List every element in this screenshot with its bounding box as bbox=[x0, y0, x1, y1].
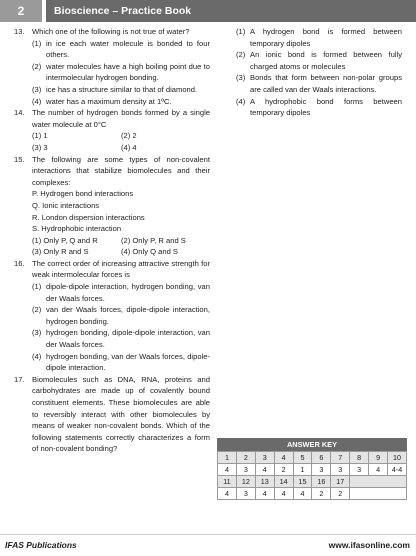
answer-key-title: ANSWER KEY bbox=[217, 438, 407, 451]
publisher-name: IFAS Publications bbox=[5, 540, 77, 550]
q16-option-3: (3) hydrogen bonding, dipole-dipole interaction, van der Waals forces. bbox=[32, 328, 210, 350]
q15-item-q: Q. Ionic interactions bbox=[32, 200, 100, 210]
page-header bbox=[0, 0, 416, 24]
empty-cell bbox=[350, 488, 407, 500]
answer-cell: 2 bbox=[274, 464, 293, 476]
q13-option-1: (1) in ice each water molecule is bonded to four others. bbox=[32, 38, 210, 60]
q17-option-4: (4) A hydrophobic bond forms between temporary dipoles bbox=[236, 96, 402, 118]
answer-key-table bbox=[217, 451, 407, 500]
answer-cell: 4 bbox=[274, 488, 293, 500]
question-cell: 5 bbox=[293, 452, 312, 464]
question-text: Biomolecules such as DNA, RNA, proteins and carbohydrates are made up of covalently bound constituent elements. These biomolecules are able to reversibly interact with other biomolecules by means of weaker non-covalent bonds. Which of the following statements correctly characterizes a form of non-covalent bonding? bbox=[32, 374, 210, 454]
q15-option-2: (2) Only P, R and S bbox=[121, 235, 186, 245]
answer-row-answers-1 bbox=[218, 464, 407, 476]
question-cell: 13 bbox=[255, 476, 274, 488]
q15-options-row-2 bbox=[14, 246, 210, 258]
answer-cell: 3 bbox=[331, 464, 350, 476]
question-cell: 15 bbox=[293, 476, 312, 488]
q17-option-2: (2) An ionic bond is formed between fully charged atoms or molecules bbox=[236, 50, 402, 71]
q17-option-1: (1) A hydrogen bond is formed between temporary dipoles bbox=[236, 27, 402, 48]
question-number: 13. bbox=[14, 27, 25, 36]
q13-option-2: (2) water molecules have a high boiling point due to intermolecular hydrogen bonding. bbox=[32, 61, 210, 83]
q17-option-3: (3) Bonds that form between non-polar groups are called van der Waals interactions. bbox=[236, 73, 402, 94]
answer-row-questions-2 bbox=[218, 476, 407, 488]
question-15 bbox=[14, 154, 210, 189]
page-number: 2 bbox=[0, 0, 42, 22]
q15-item-r: R. London dispersion interactions bbox=[32, 212, 145, 222]
question-cell: 9 bbox=[369, 452, 388, 464]
answer-cell: 3 bbox=[236, 488, 255, 500]
answer-cell: 4-4 bbox=[388, 464, 407, 476]
answer-cell: 4 bbox=[293, 488, 312, 500]
q15-item-p: P. Hydrogen bond interactions bbox=[32, 189, 134, 199]
q13-option-3: (3) ice has a structure similar to that of diamond. bbox=[32, 84, 198, 94]
q16-option-1: (1) dipole-dipole interaction, hydrogen bonding, van der Waals forces. bbox=[32, 282, 210, 303]
question-cell: 16 bbox=[312, 476, 331, 488]
q15-option-3: (3) Only R and S bbox=[32, 247, 89, 257]
question-cell: 10 bbox=[388, 452, 407, 464]
question-cell: 3 bbox=[255, 452, 274, 464]
question-number: 16. bbox=[14, 258, 25, 268]
answer-cell: 4 bbox=[369, 464, 388, 476]
answer-cell: 4 bbox=[218, 488, 237, 500]
answer-cell: 1 bbox=[293, 464, 312, 476]
empty-cell bbox=[350, 476, 407, 488]
question-cell: 14 bbox=[274, 476, 293, 488]
question-text: The following are some types of non-covalent interactions that stabilize biomolecules and their complexes: bbox=[32, 154, 210, 187]
page-footer bbox=[0, 534, 416, 556]
question-cell: 8 bbox=[350, 452, 369, 464]
q14-option-4: (4) 4 bbox=[121, 142, 137, 152]
q14-option-3: (3) 3 bbox=[32, 142, 48, 152]
answer-cell: 3 bbox=[312, 464, 331, 476]
q14-options-row-1 bbox=[14, 130, 210, 142]
q16-option-2: (2) van der Waals forces, dipole-dipole interaction, hydrogen bonding. bbox=[32, 305, 210, 326]
answer-row-questions-1 bbox=[218, 452, 407, 464]
question-number: 15. bbox=[14, 154, 25, 164]
answer-cell: 2 bbox=[331, 488, 350, 500]
question-cell: 12 bbox=[236, 476, 255, 488]
question-cell: 6 bbox=[312, 452, 331, 464]
right-column bbox=[236, 26, 402, 119]
book-title: Bioscience – Practice Book bbox=[46, 0, 416, 22]
question-cell: 1 bbox=[218, 452, 237, 464]
answer-key bbox=[217, 438, 407, 500]
q14-option-1: (1) 1 bbox=[32, 131, 48, 141]
q15-item-s: S. Hydrophobic interaction bbox=[32, 224, 122, 234]
question-cell: 7 bbox=[331, 452, 350, 464]
question-16 bbox=[14, 258, 210, 281]
q15-option-4: (4) Only Q and S bbox=[121, 247, 178, 257]
q15-option-1: (1) Only P, Q and R bbox=[32, 235, 98, 245]
question-cell: 2 bbox=[236, 452, 255, 464]
q14-options-row-2 bbox=[14, 142, 210, 154]
answer-cell: 4 bbox=[218, 464, 237, 476]
question-cell: 11 bbox=[218, 476, 237, 488]
answer-cell: 3 bbox=[236, 464, 255, 476]
question-cell: 17 bbox=[331, 476, 350, 488]
question-cell: 4 bbox=[274, 452, 293, 464]
answer-cell: 4 bbox=[255, 464, 274, 476]
q13-option-4: (4) water has a maximum density at 1ºC. bbox=[32, 96, 172, 106]
question-17 bbox=[14, 374, 210, 455]
question-number: 17. bbox=[14, 374, 25, 384]
question-14 bbox=[14, 107, 210, 130]
answer-cell: 2 bbox=[312, 488, 331, 500]
question-text: The correct order of increasing attractive strength for weak intermolecular forces is bbox=[32, 258, 210, 280]
question-13 bbox=[14, 26, 210, 38]
q15-options-row-1 bbox=[14, 235, 210, 247]
answer-row-answers-2 bbox=[218, 488, 407, 500]
q14-option-2: (2) 2 bbox=[121, 131, 137, 141]
question-text: Which one of the following is not true of water? bbox=[32, 27, 190, 36]
left-column bbox=[14, 26, 210, 455]
answer-cell: 4 bbox=[255, 488, 274, 500]
q16-option-4: (4) hydrogen bonding, van der Waals forces, dipole-dipole interaction. bbox=[32, 351, 210, 373]
website-link[interactable]: www.ifasonline.com bbox=[328, 540, 410, 550]
footer-divider bbox=[0, 534, 416, 535]
question-number: 14. bbox=[14, 108, 25, 118]
question-text: The number of hydrogen bonds formed by a single water molecule at 0°C bbox=[32, 108, 210, 129]
answer-cell: 3 bbox=[350, 464, 369, 476]
